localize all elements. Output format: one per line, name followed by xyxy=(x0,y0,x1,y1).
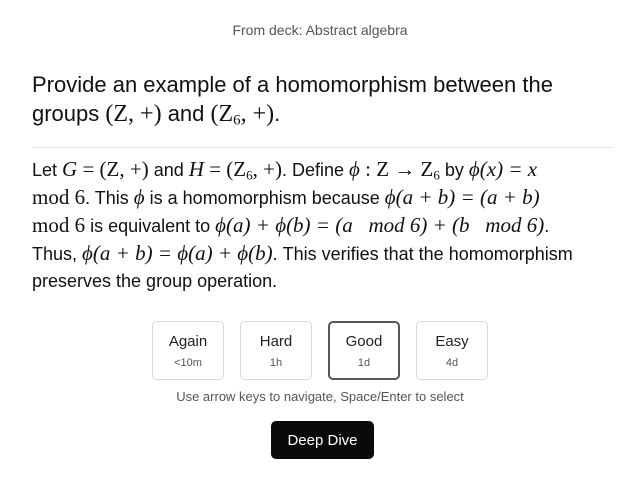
rating-hard-button[interactable] xyxy=(240,321,312,380)
rating-label: Easy xyxy=(435,332,469,350)
keyboard-hint: Use arrow keys to navigate, Space/Enter to select xyxy=(176,389,464,404)
divider xyxy=(32,147,614,148)
question-text: Provide an example of a homomorphism between the groups xyxy=(32,72,553,126)
rating-interval: 4d xyxy=(445,356,459,369)
question-math: (Z, +) xyxy=(105,101,162,127)
card-answer: Let G = (Z, +) and $H = (Z_6$, +). Define ϕ : $Z \to Z_6$ by ϕ(x) = x mod 6. This ϕ is a homomorphism because ϕ(a + b) = (a + b) mod 6 is equivalent to ϕ(a) + ϕ(b) = (a mod 6) + (b mod 6). Thus, ϕ(a + b) = ϕ(a) + ϕ(b). This verifies that the homomorphism preserves the group operation. xyxy=(32,157,573,291)
rating-again-button[interactable] xyxy=(152,321,224,380)
rating-good-button[interactable] xyxy=(328,321,400,380)
card-question xyxy=(32,70,612,129)
question-text: . xyxy=(274,101,281,126)
rating-buttons xyxy=(0,321,640,380)
rating-label: Good xyxy=(345,332,383,350)
deck-label: From deck: Abstract algebra xyxy=(232,22,408,38)
question-text: and xyxy=(161,101,211,126)
rating-interval: 1d xyxy=(357,356,371,369)
rating-label: Again xyxy=(168,332,208,350)
rating-interval: 1h xyxy=(269,356,283,369)
question-math: ($Z_6$, +) xyxy=(210,101,275,129)
rating-interval: <10m xyxy=(174,356,202,369)
rating-easy-button[interactable] xyxy=(416,321,488,380)
rating-label: Hard xyxy=(259,332,293,350)
deep-dive-button[interactable]: Deep Dive xyxy=(271,421,374,459)
